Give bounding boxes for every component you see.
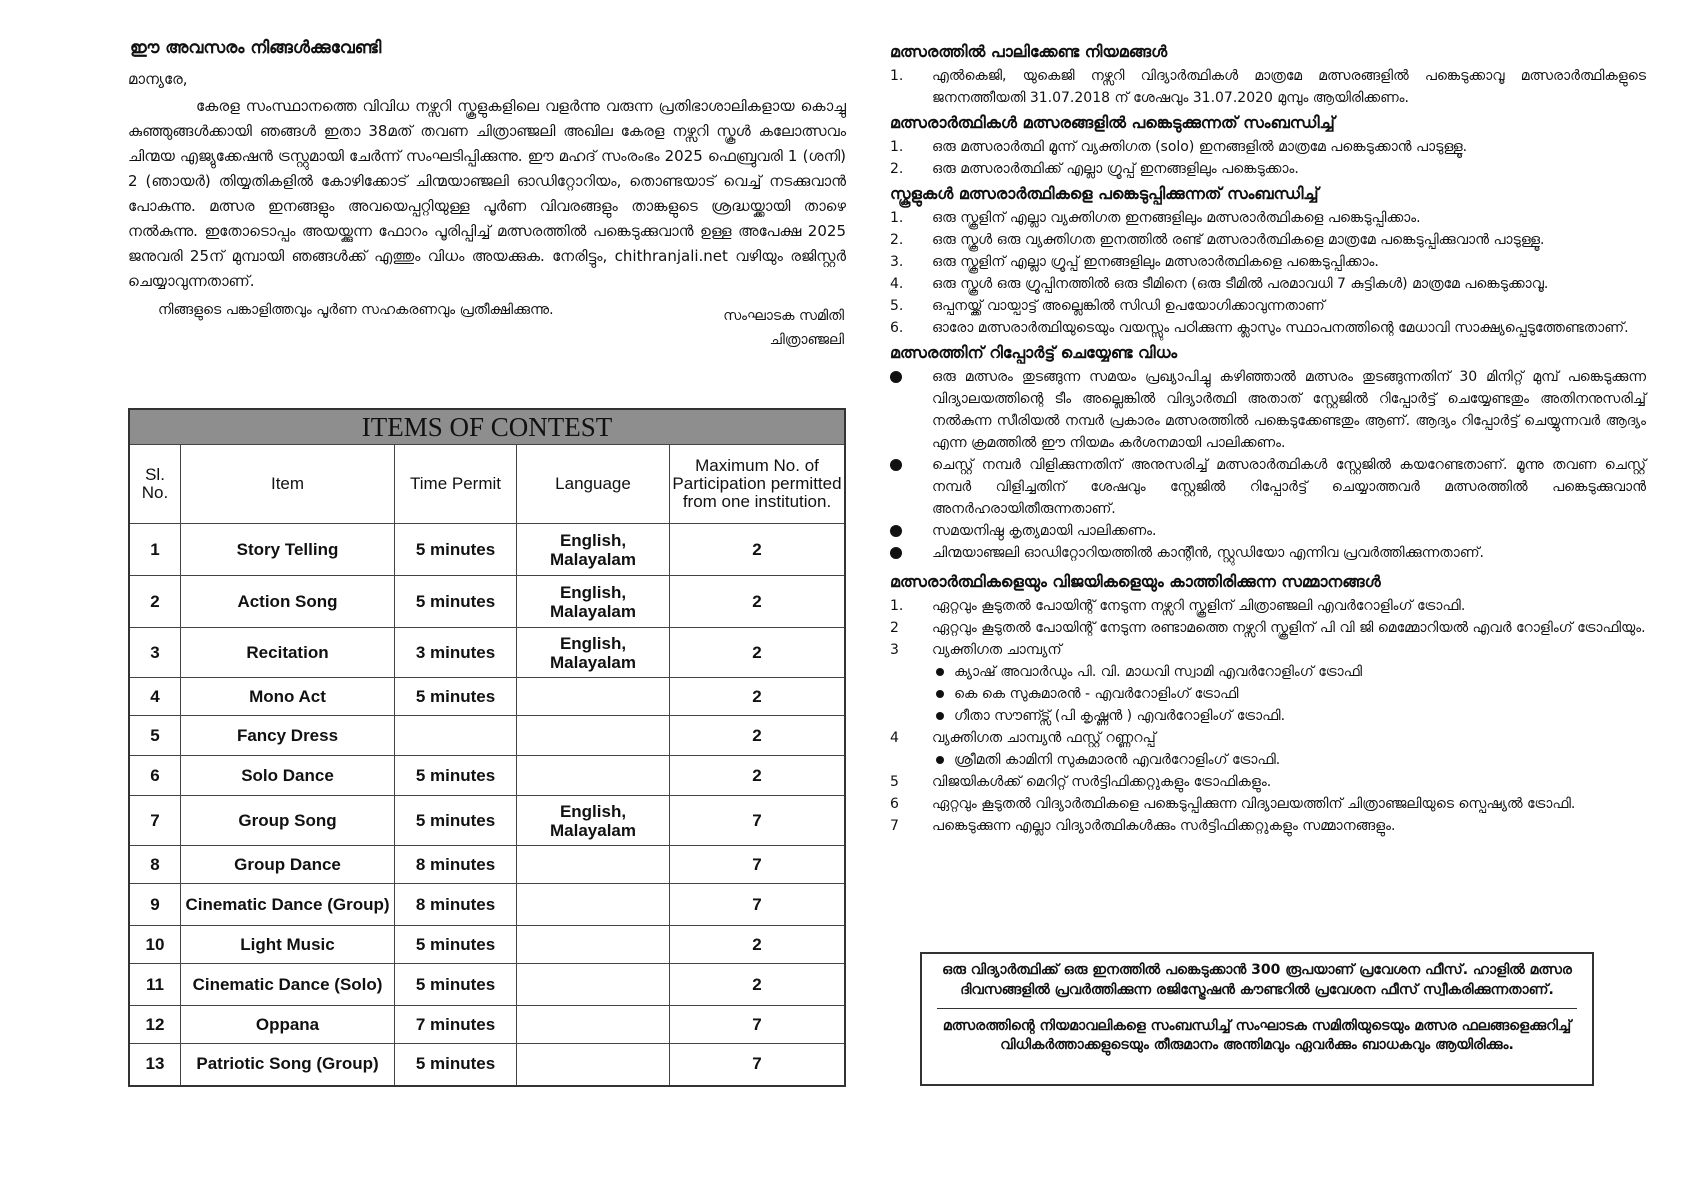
- list-number: 1.: [890, 210, 904, 226]
- row-time: 5 minutes: [395, 678, 517, 716]
- list-text: ഒരു സ്കൂളിന് എല്ലാ വ്യക്തിഗത ഇനങ്ങളിലും മത്സരാർത്ഥികളെ പങ്കെടുപ്പിക്കാം.: [932, 210, 1421, 226]
- table-row: [129, 1006, 845, 1044]
- row-time: 5 minutes: [395, 756, 517, 796]
- list-text: ഏറ്റവും കൂടുതൽ പോയിന്റ് നേടുന്ന നഴ്സറി സ്കൂളിന് ചിത്രാഞ്ജലി എവർറോളിംഗ് ട്രോഫി.: [932, 598, 1466, 614]
- bullet-icon: [890, 525, 902, 537]
- bullet-text: ചിന്മയാഞ്ജലി ഓഡിറ്റോറിയത്തിൽ കാന്റീൻ, സ്റ്റുഡിയോ എന്നിവ പ്രവർത്തിക്കുന്നതാണ്.: [932, 545, 1484, 561]
- row-language: [517, 964, 670, 1006]
- row-time: 8 minutes: [395, 846, 517, 884]
- list-item: [890, 317, 1646, 339]
- row-sl: 12: [129, 1006, 181, 1044]
- row-max: 2: [670, 628, 846, 678]
- row-item: Mono Act: [181, 678, 395, 716]
- list-number: 2.: [890, 161, 904, 177]
- fee-notice-box: [920, 952, 1594, 1086]
- list-text: ഒരു മത്സരാർത്ഥിക്ക് എല്ലാ ഗ്രൂപ്പ് ഇനങ്ങളിലും പങ്കെടുക്കാം.: [932, 161, 1299, 177]
- rules-title: മത്സരത്തിൽ പാലിക്കേണ്ട നിയമങ്ങൾ: [890, 42, 1168, 61]
- bullet-item: [890, 520, 1646, 542]
- prize-item: [890, 815, 1646, 837]
- letter-heading: ഈ അവസരം നിങ്ങൾക്കുവേണ്ടി: [130, 38, 382, 58]
- bullet-item: [890, 542, 1646, 564]
- bullet-text: ചെസ്റ്റ് നമ്പർ വിളിക്കുന്നതിന് അനുസരിച്ച് മത്സരാർത്ഥികൾ സ്റ്റേജിൽ കയറേണ്ടതാണ്. മൂന്നു തവണ ചെസ്റ്റ് നമ്പർ വിളിച്ചതിന് ശേഷവും സ്റ്റേജിൽ റിപ്പോർട്ട് ചെയ്യാത്തവർ മത്സരത്തിൽ പങ്കെടുക്കുവാൻ അനർഹരായിതീരുന്നതാണ്.: [932, 457, 1646, 517]
- school-rules-title: സ്കൂളുകൾ മത്സരാർത്ഥികളെ പങ്കെടുപ്പിക്കുന്നത് സംബന്ധിച്ച്: [890, 184, 1319, 203]
- table-row: [129, 1044, 845, 1086]
- prize-sub-item: [932, 749, 1646, 771]
- bullet-icon: [890, 371, 902, 383]
- row-item: Cinematic Dance (Group): [181, 884, 395, 926]
- row-sl: 7: [129, 796, 181, 846]
- list-item: [890, 207, 1646, 229]
- row-max: 7: [670, 884, 846, 926]
- row-sl: 10: [129, 926, 181, 964]
- row-max: 7: [670, 1044, 846, 1086]
- row-language: [517, 926, 670, 964]
- col-header-language: Language: [517, 445, 670, 524]
- list-number: 6.: [890, 320, 904, 336]
- list-text: പങ്കെടുക്കുന്ന എല്ലാ വിദ്യാർത്ഥികൾക്കും സർട്ടിഫിക്കറ്റുകളും സമ്മാനങ്ങളും.: [932, 818, 1396, 834]
- fee-notice-text: ഒരു വിദ്യാർത്ഥിക്ക് ഒരു ഇനത്തിൽ പങ്കെടുക്കാൻ 300 രൂപയാണ് പ്രവേശന ഫീസ്. ഹാളിൽ മത്സര ദിവസങ്ങളിൽ പ്രവർത്തിക്കുന്ന രജിസ്ട്രേഷൻ കൗണ്ടറിൽ പ്രവേശന ഫീസ് സ്വീകരിക്കുന്നതാണ്.: [942, 962, 1572, 998]
- list-item: [890, 136, 1646, 158]
- row-max: 7: [670, 796, 846, 846]
- list-item: [890, 65, 1646, 109]
- bullet-icon: [936, 690, 944, 698]
- row-sl: 1: [129, 524, 181, 576]
- prize-sub-list: [932, 749, 1646, 771]
- row-sl: 5: [129, 716, 181, 756]
- prize-item: [890, 595, 1646, 617]
- list-text: വ്യക്തിഗത ചാമ്പ്യന്: [932, 642, 1062, 658]
- list-text: ഒപ്പനയ്ക്ക് വായ്പാട്ട് അല്ലെങ്കിൽ സിഡി ഉപയോഗിക്കാവുന്നതാണ്: [932, 298, 1325, 314]
- bullet-item: [890, 366, 1646, 454]
- col-header-time: Time Permit: [395, 445, 517, 524]
- row-sl: 9: [129, 884, 181, 926]
- table-row: [129, 884, 845, 926]
- row-time: 5 minutes: [395, 926, 517, 964]
- list-number: 2: [890, 620, 899, 636]
- list-number: 1.: [890, 68, 904, 84]
- row-item: Oppana: [181, 1006, 395, 1044]
- row-time: 7 minutes: [395, 1006, 517, 1044]
- list-number: 3: [890, 642, 899, 658]
- row-language: [517, 884, 670, 926]
- row-item: Action Song: [181, 576, 395, 628]
- bullet-icon: [936, 668, 944, 676]
- row-language: [517, 756, 670, 796]
- prize-sub-item: [932, 661, 1646, 683]
- table-row: [129, 964, 845, 1006]
- prize-item: [890, 771, 1646, 793]
- signature-line-1: സംഘാടക സമിതി: [723, 308, 844, 324]
- prize-sub-text: ശ്രീമതി കാമിനി സുകുമാരൻ എവർറോളിംഗ് ട്രോഫി.: [954, 752, 1281, 768]
- row-max: 2: [670, 964, 846, 1006]
- list-text: ഓരോ മത്സരാർത്ഥിയുടെയും വയസ്സും പഠിക്കുന്ന ക്ലാസും സ്ഥാപനത്തിന്റെ മേധാവി സാക്ഷ്യപ്പെടുത്തേണ്ടതാണ്.: [932, 320, 1629, 336]
- rules-list: [890, 65, 1646, 109]
- row-max: 2: [670, 716, 846, 756]
- prize-sub-text: ഗീതാ സൗണ്ട്സ് (പി കൃഷ്ണൻ ) എവർറോളിംഗ് ട്രോഫി.: [954, 708, 1286, 724]
- prize-sub-item: [932, 705, 1646, 727]
- prize-item: [890, 727, 1646, 771]
- row-time: 5 minutes: [395, 796, 517, 846]
- col-header-item: Item: [181, 445, 395, 524]
- row-sl: 3: [129, 628, 181, 678]
- list-text: ഒരു സ്കൂൾ ഒരു വ്യക്തിഗത ഇനത്തിൽ രണ്ട് മത്സരാർത്ഥികളെ മാത്രമേ പങ്കെടുപ്പിക്കുവാൻ പാടുള്ളൂ.: [932, 232, 1545, 248]
- col-header-sl: Sl. No.: [129, 445, 181, 524]
- left-column: [128, 38, 846, 1074]
- divider: [937, 1008, 1577, 1009]
- row-language: [517, 846, 670, 884]
- col-header-max: Maximum No. of Participation permitted from one institution.: [670, 445, 846, 524]
- prizes-list: [890, 595, 1646, 837]
- list-text: വ്യക്തിഗത ചാമ്പ്യൻ ഫസ്റ്റ് റണ്ണറപ്പ്: [932, 730, 1156, 746]
- list-number: 5.: [890, 298, 904, 314]
- letter-body: കേരള സംസ്ഥാനത്തെ വിവിധ നഴ്സറി സ്കൂളുകളിലെ വളർന്നു വരുന്ന പ്രതിഭാശാലികളായ കൊച്ചു കുഞ്ഞുങ്ങൾക്കായി ഞങ്ങൾ ഇതാ 38മത് തവണ ചിത്രാഞ്ജലി അഖില കേരള നഴ്സറി സ്കൂൾ കലോത്സവം ചിന്മയ എജ്യുക്കേഷൻ ട്രസ്റ്റുമായി ചേർന്ന് സംഘടിപ്പിക്കുന്നു. ഈ മഹദ് സംരംഭം 2025 ഫെബ്രുവരി 1 (ശനി) 2 (ഞായർ) തിയ്യതികളിൽ കോഴിക്കോട് ചിന്മയാഞ്ജലി ഓഡിറ്റോറിയം, തൊണ്ടയാട് വെച്ച് നടക്കുവാൻ പോകുന്നു. മത്സര ഇനങ്ങളും അവയെപ്പറ്റിയുള്ള പൂർണ വിവരങ്ങളും താങ്കളുടെ ശ്രദ്ധയ്ക്കായി താഴെ നൽകുന്നു. ഇതോടൊപ്പം അയയ്ക്കുന്ന ഫോറം പൂരിപ്പിച്ച് മത്സരത്തിൽ പങ്കെടുക്കുവാൻ ഉള്ള അപേക്ഷ 2025 ജനുവരി 25ന് മുമ്പായി ഞങ്ങൾക്ക് എത്തും വിധം അയക്കുക. നേരിട്ടും, chithranjali.net വഴിയും രജിസ്റ്റർ ചെയ്യാവുന്നതാണ്.: [128, 97, 846, 290]
- table-row: [129, 846, 845, 884]
- row-item: Fancy Dress: [181, 716, 395, 756]
- signature-line-2: ചിത്രാഞ്ജലി: [769, 332, 844, 348]
- list-number: 4.: [890, 276, 904, 292]
- prizes-title: മത്സരാർത്ഥികളെയും വിജയികളെയും കാത്തിരിക്കുന്ന സമ്മാനങ്ങൾ: [890, 572, 1381, 591]
- prize-sub-list: [932, 661, 1646, 727]
- row-item: Group Song: [181, 796, 395, 846]
- reporting-list: [890, 366, 1646, 564]
- table-row: [129, 628, 845, 678]
- participant-rules-list: [890, 136, 1646, 180]
- row-item: Solo Dance: [181, 756, 395, 796]
- row-sl: 6: [129, 756, 181, 796]
- school-rules-list: [890, 207, 1646, 339]
- row-item: Story Telling: [181, 524, 395, 576]
- row-language: English, Malayalam: [517, 524, 670, 576]
- list-text: ഏറ്റവും കൂടുതൽ വിദ്യാർത്ഥികളെ പങ്കെടുപ്പിക്കുന്ന വിദ്യാലയത്തിന് ചിത്രാഞ്ജലിയുടെ സ്പെഷ്യൽ ട്രോഫി.: [932, 796, 1576, 812]
- bullet-text: സമയനിഷ്ഠ കൃത്യമായി പാലിക്കണം.: [932, 523, 1157, 539]
- bullet-text: ഒരു മത്സരം തുടങ്ങുന്ന സമയം പ്രഖ്യാപിച്ചു കഴിഞ്ഞാൽ മത്സരം തുടങ്ങുന്നതിന് 30 മിനിറ്റ് മുമ്പ് പങ്കെടുക്കുന്ന വിദ്യാലയത്തിന്റെ ടീം അല്ലെങ്കിൽ വിദ്യാർത്ഥി അതാത് സ്റ്റേജിൽ റിപ്പോർട്ട് ചെയ്യേണ്ടതും അതിനനുസരിച്ച് നൽകുന്ന സീരിയൽ നമ്പർ പ്രകാരം മത്സരത്തിൽ പങ്കെടുക്കേണ്ടതും ആണ്. ആദ്യം റിപ്പോർട്ട് ചെയ്യുന്നവർ ആദ്യം എന്ന ക്രമത്തിൽ ഈ നിയമം കർശനമായി പാലിക്കണം.: [932, 369, 1646, 451]
- row-language: English, Malayalam: [517, 576, 670, 628]
- row-time: [395, 716, 517, 756]
- table-row: [129, 926, 845, 964]
- bullet-icon: [890, 459, 902, 471]
- prize-sub-text: ക്യാഷ് അവാർഡും പി. വി. മാധവി സ്വാമി എവർറോളിംഗ് ട്രോഫി: [954, 664, 1363, 680]
- row-max: 2: [670, 926, 846, 964]
- row-max: 2: [670, 524, 846, 576]
- row-item: Cinematic Dance (Solo): [181, 964, 395, 1006]
- table-row: [129, 576, 845, 628]
- row-sl: 2: [129, 576, 181, 628]
- table-row: [129, 678, 845, 716]
- list-number: 3.: [890, 254, 904, 270]
- decision-notice-text: മത്സരത്തിന്റെ നിയമാവലികളെ സംബന്ധിച്ച് സംഘാടക സമിതിയുടെയും മത്സര ഫലങ്ങളെക്കുറിച്ച് വിധികർത്താക്കളുടെയും തീരുമാനം അന്തിമവും ഏവർക്കും ബാധകവും ആയിരിക്കും.: [942, 1018, 1572, 1053]
- list-item: [890, 273, 1646, 295]
- list-number: 4: [890, 730, 899, 746]
- row-max: 2: [670, 678, 846, 716]
- list-number: 2.: [890, 232, 904, 248]
- row-max: 7: [670, 1006, 846, 1044]
- signature: [723, 304, 844, 352]
- row-sl: 4: [129, 678, 181, 716]
- row-sl: 8: [129, 846, 181, 884]
- list-number: 7: [890, 818, 899, 834]
- row-language: English, Malayalam: [517, 628, 670, 678]
- right-column: [890, 42, 1646, 841]
- closing-text: നിങ്ങളുടെ പങ്കാളിത്തവും പൂർണ സഹകരണവും പ്രതീക്ഷിക്കുന്നു.: [158, 302, 554, 318]
- prize-sub-text: കെ കെ സുകുമാരൻ - എവർറോളിംഗ് ട്രോഫി: [954, 686, 1239, 702]
- list-number: 5: [890, 774, 899, 790]
- salutation: മാന്യരേ,: [128, 70, 188, 88]
- bullet-item: [890, 454, 1646, 520]
- bullet-icon: [890, 547, 902, 559]
- list-number: 1.: [890, 139, 904, 155]
- table-title: ITEMS OF CONTEST: [129, 409, 845, 445]
- row-language: [517, 678, 670, 716]
- row-time: 5 minutes: [395, 1044, 517, 1086]
- prize-item: [890, 617, 1646, 639]
- list-text: എൽകെജി, യുകെജി നഴ്സറി വിദ്യാർത്ഥികൾ മാത്രമേ മത്സരങ്ങളിൽ പങ്കെടുക്കാവൂ മത്സരാർത്ഥികളുടെ ജനനത്തീയതി 31.07.2018 ന് ശേഷവും 31.07.2020 മുമ്പും ആയിരിക്കണം.: [932, 68, 1646, 106]
- row-time: 3 minutes: [395, 628, 517, 678]
- reporting-title: മത്സരത്തിന് റിപ്പോർട്ട് ചെയ്യേണ്ട വിധം: [890, 343, 1178, 362]
- row-max: 2: [670, 756, 846, 796]
- row-language: English, Malayalam: [517, 796, 670, 846]
- list-item: [890, 158, 1646, 180]
- bullet-icon: [936, 756, 944, 764]
- list-item: [890, 295, 1646, 317]
- row-item: Recitation: [181, 628, 395, 678]
- closing-row: [128, 298, 846, 348]
- row-time: 5 minutes: [395, 576, 517, 628]
- prize-sub-item: [932, 683, 1646, 705]
- bullet-icon: [936, 712, 944, 720]
- list-text: ഒരു സ്കൂൾ ഒരു ഗ്രൂപ്പിനത്തിൽ ഒരു ടീമിനെ (ഒരു ടീമിൽ പരമാവധി 7 കുട്ടികൾ) മാത്രമേ പങ്കെടുക്കാവൂ.: [932, 276, 1549, 292]
- row-time: 5 minutes: [395, 524, 517, 576]
- list-text: ഒരു മത്സരാർത്ഥി മൂന്ന് വ്യക്തിഗത (solo) ഇനങ്ങളിൽ മാത്രമേ പങ്കെടുക്കാൻ പാടുള്ളൂ.: [932, 139, 1468, 155]
- row-language: [517, 1044, 670, 1086]
- row-item: Group Dance: [181, 846, 395, 884]
- row-time: 8 minutes: [395, 884, 517, 926]
- table-row: [129, 796, 845, 846]
- prize-item: [890, 793, 1646, 815]
- table-row: [129, 524, 845, 576]
- row-max: 7: [670, 846, 846, 884]
- row-item: Patriotic Song (Group): [181, 1044, 395, 1086]
- list-item: [890, 251, 1646, 273]
- list-text: വിജയികൾക്ക് മെറിറ്റ് സർട്ടിഫിക്കറ്റുകളും ട്രോഫികളും.: [932, 774, 1272, 790]
- table-row: [129, 756, 845, 796]
- list-text: ഒരു സ്കൂളിന് എല്ലാ ഗ്രൂപ്പ് ഇനങ്ങളിലും മത്സരാർത്ഥികളെ പങ്കെടുപ്പിക്കാം.: [932, 254, 1379, 270]
- list-number: 6: [890, 796, 899, 812]
- row-time: 5 minutes: [395, 964, 517, 1006]
- row-max: 2: [670, 576, 846, 628]
- list-text: ഏറ്റവും കൂടുതൽ പോയിന്റ് നേടുന്ന രണ്ടാമത്തെ നഴ്സറി സ്കൂളിന് പി വി ജി മെമ്മോറിയൽ എവർ റോളിംഗ് ട്രോഫിയും.: [932, 620, 1646, 636]
- row-language: [517, 1006, 670, 1044]
- list-number: 1.: [890, 598, 904, 614]
- row-sl: 13: [129, 1044, 181, 1086]
- row-sl: 11: [129, 964, 181, 1006]
- table-body: [129, 524, 845, 1086]
- participant-rules-title: മത്സരാർത്ഥികൾ മത്സരങ്ങളിൽ പങ്കെടുക്കുന്നത് സംബന്ധിച്ച്: [890, 113, 1335, 132]
- row-language: [517, 716, 670, 756]
- row-item: Light Music: [181, 926, 395, 964]
- table-row: [129, 716, 845, 756]
- items-of-contest-table: [128, 408, 846, 1087]
- prize-item: [890, 639, 1646, 727]
- list-item: [890, 229, 1646, 251]
